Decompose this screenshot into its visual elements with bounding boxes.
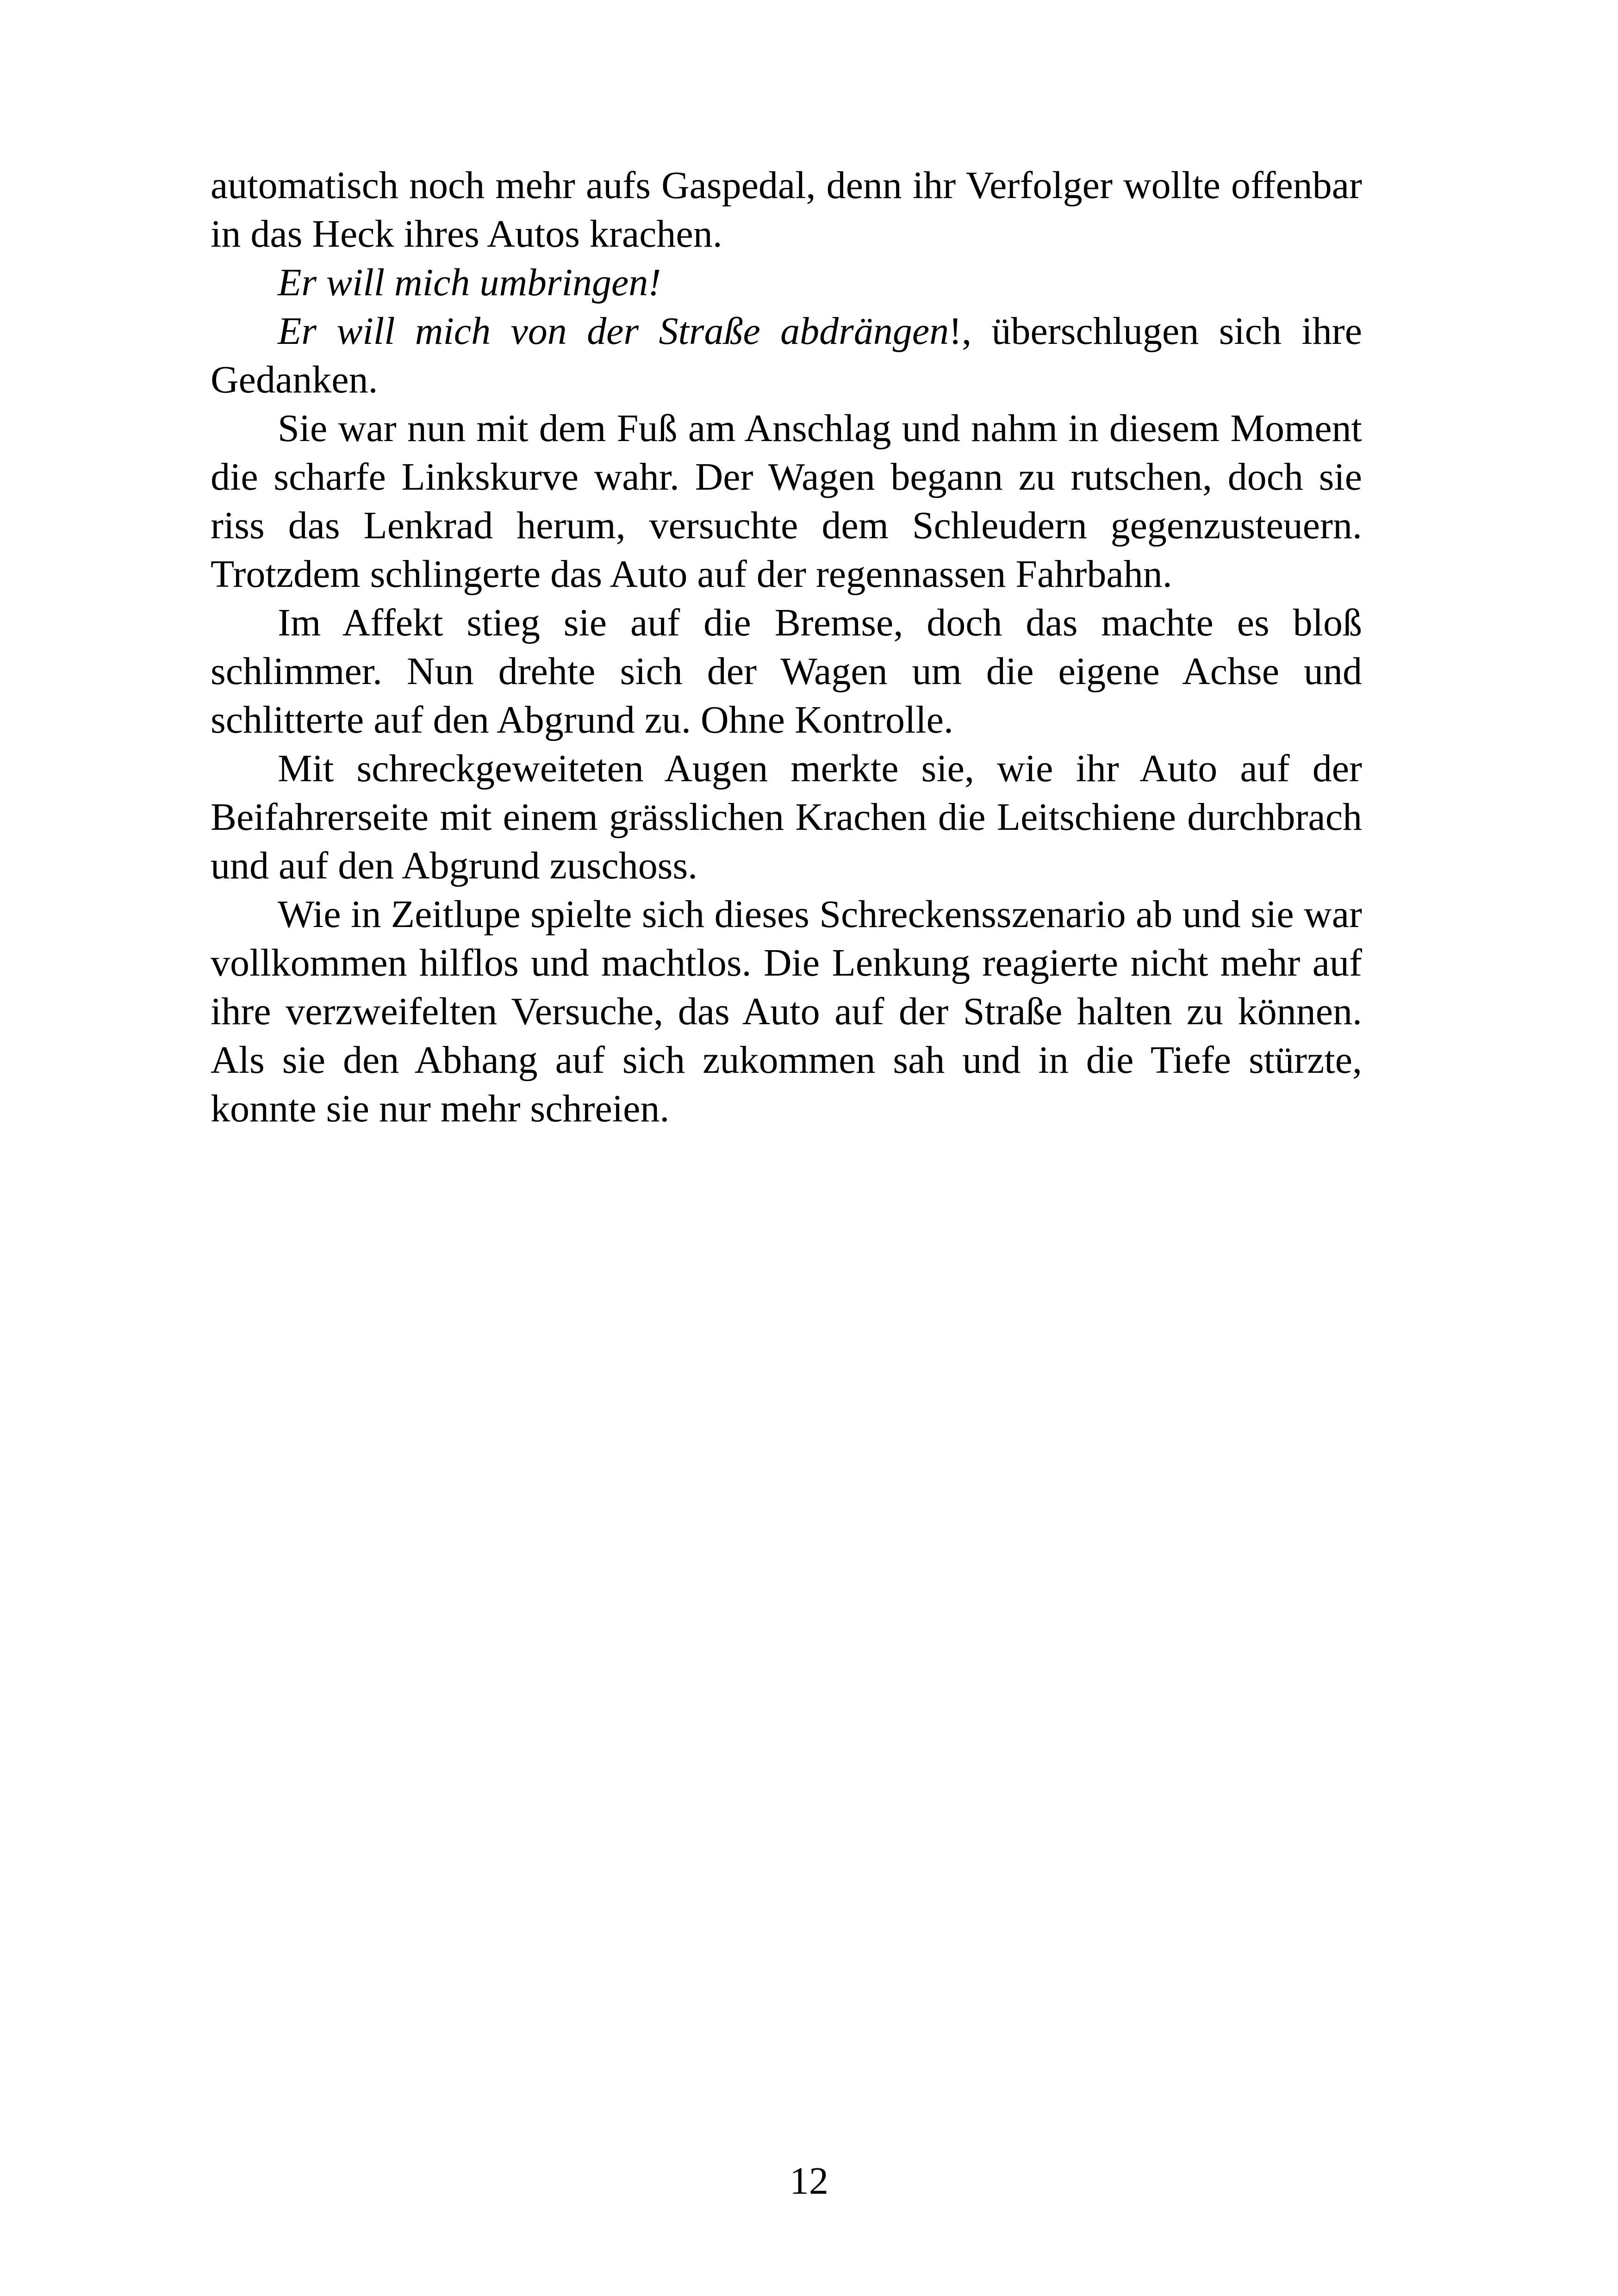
- paragraph-7-text: Wie in Zeitlupe spielte sich dieses Schreckensszenario ab und sie war vollkommen hilflos und machtlos. Die Lenkung reagierte nicht mehr auf ihre verzweifelten Versuche, das Auto auf der Straße halten zu können. Als sie den Abhang auf sich zukommen sah und in die Tiefe stürzte, konnte sie nur mehr schreien.: [211, 893, 1362, 1130]
- paragraph-3: [211, 307, 1362, 404]
- paragraph-6-text: Mit schreckgeweiteten Augen merkte sie, wie ihr Auto auf der Beifahrerseite mit einem grässlichen Krachen die Leitschiene durchbrach und auf den Abgrund zuschoss.: [211, 747, 1362, 887]
- paragraph-1-text: automatisch noch mehr aufs Gaspedal, denn ihr Verfolger wollte offenbar in das Heck ihres Autos krachen.: [211, 164, 1362, 255]
- paragraph-2: [211, 258, 1362, 307]
- page-number: 12: [790, 2159, 828, 2203]
- paragraph-6: [211, 744, 1362, 890]
- paragraph-3-text: !, überschlugen sich ihre Gedanken.: [211, 310, 1362, 401]
- paragraph-4-text: Sie war nun mit dem Fuß am Anschlag und nahm in diesem Moment die scharfe Linkskurve wahr. Der Wagen begann zu rutschen, doch sie riss das Lenkrad herum, versuchte dem Schleudern gegenzusteuern. Trotzdem schlingerte das Auto auf der regennassen Fahrbahn.: [211, 407, 1362, 596]
- body-text: [211, 161, 1362, 1133]
- paragraph-1: [211, 161, 1362, 258]
- paragraph-3-italic-text: Er will mich von der Straße abdrängen: [278, 310, 949, 353]
- paragraph-7: [211, 890, 1362, 1133]
- paragraph-2-italic-text: Er will mich umbringen!: [278, 261, 661, 304]
- paragraph-5-text: Im Affekt stieg sie auf die Bremse, doch das machte es bloß schlimmer. Nun drehte sich der Wagen um die eigene Achse und schlitterte auf den Abgrund zu. Ohne Kontrolle.: [211, 601, 1362, 741]
- paragraph-5: [211, 598, 1362, 744]
- paragraph-4: [211, 404, 1362, 598]
